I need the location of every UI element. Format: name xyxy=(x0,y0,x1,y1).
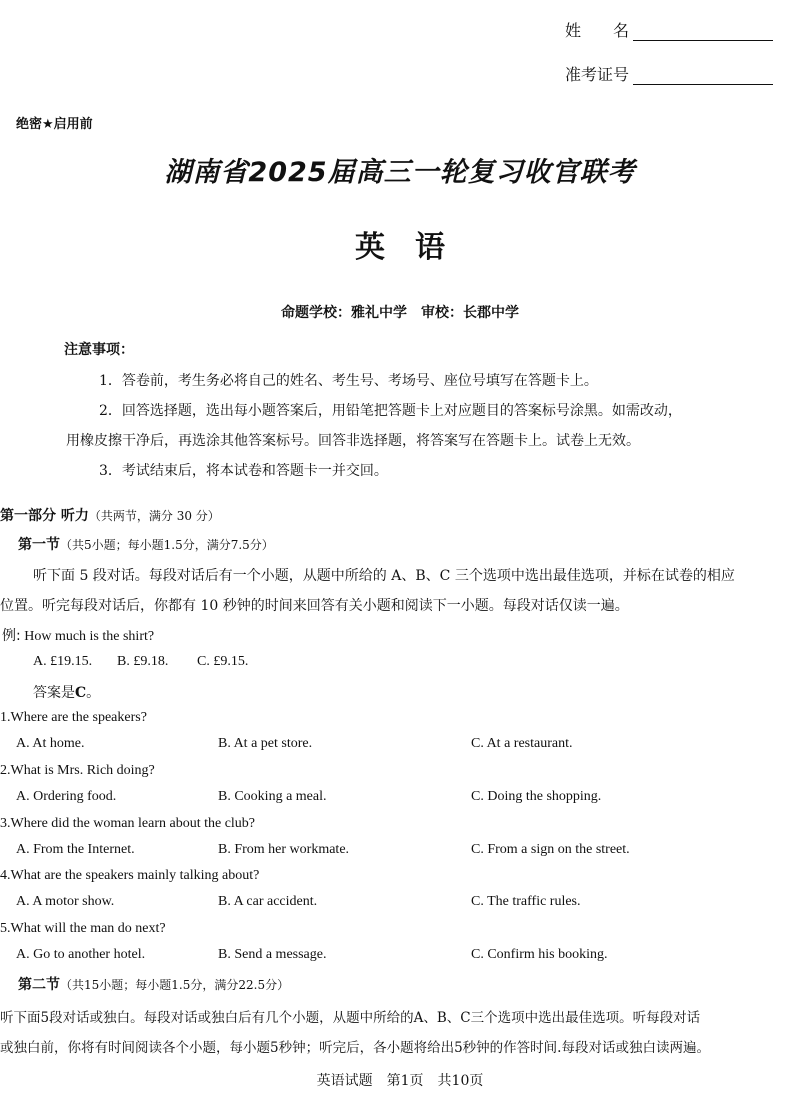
name-label: 姓 名 xyxy=(565,21,630,40)
example-label: 例: xyxy=(2,628,21,644)
example-question xyxy=(2,625,154,645)
question-4-option-b: B. A car accident. xyxy=(218,894,318,909)
question-5-option-a: A. Go to another hotel. xyxy=(16,947,146,962)
section2-line-1: 听下面5段对话或独白。每段对话或独白后有几个小题，从题中所给的A、B、C三个选项中选出最佳选项。听每段对话 xyxy=(0,1010,701,1026)
question-5-option-b: B. Send a message. xyxy=(218,947,327,962)
question-3-option-a: A. From the Internet. xyxy=(16,842,135,857)
question-stem: 2.What is Mrs. Rich doing? xyxy=(0,763,155,778)
section2-heading xyxy=(18,974,289,994)
example-answer-prefix: 答案是 xyxy=(33,685,75,701)
question-3-option-c: C. From a sign on the street. xyxy=(471,842,630,857)
section1-heading xyxy=(18,534,274,554)
ticket-label: 准考证号 xyxy=(565,65,630,84)
part1-heading xyxy=(0,505,220,525)
ticket-blank xyxy=(633,68,773,85)
notice-item-2-cont: 用橡皮擦干净后，再选涂其他答案标号。回答非选择题，将答案写在答题卡上。试卷上无效。 xyxy=(66,433,640,449)
question-1-option-a: A. At home. xyxy=(16,736,85,751)
part1-note: （共两节，满分 30 分） xyxy=(88,509,220,523)
section2-note: （共15小题；每小题1.5分，满分22.5分） xyxy=(60,978,290,992)
example-answer xyxy=(33,682,100,702)
question-1-option-c: C. At a restaurant. xyxy=(471,736,573,751)
question-stem: 5.What will the man do next? xyxy=(0,921,166,936)
name-blank xyxy=(633,24,773,41)
example-option-b: B. £9.18. xyxy=(117,654,169,669)
school-credit: 命题学校：雅礼中学 审校：长郡中学 xyxy=(281,305,519,321)
question-3-option-b: B. From her workmate. xyxy=(218,842,350,857)
question-2-option-b: B. Cooking a meal. xyxy=(218,789,327,804)
notice-item-3: 3．考试结束后，将本试卷和答题卡一并交回。 xyxy=(99,463,388,479)
question-1-option-b: B. At a pet store. xyxy=(218,736,313,751)
example-option-c: C. £9.15. xyxy=(197,654,249,669)
question-4-option-c: C. The traffic rules. xyxy=(471,894,581,909)
notice-heading: 注意事项： xyxy=(64,342,134,358)
section1-note: （共5小题；每小题1.5分，满分7.5分） xyxy=(60,538,274,552)
name-field xyxy=(565,18,773,41)
section2-line-2: 或独白前，你将有时间阅读各个小题，每小题5秒钟；听完后，各小题将给出5秒钟的作答时间.每段对话或独白读两遍。 xyxy=(0,1040,710,1056)
example-option-a: A. £19.15. xyxy=(33,654,93,669)
example-stem: How much is the shirt? xyxy=(24,629,155,644)
question-4-option-a: A. A motor show. xyxy=(16,894,115,909)
question-2-option-a: A. Ordering food. xyxy=(16,789,117,804)
subject-title: 英 语 xyxy=(355,230,445,265)
ticket-field xyxy=(565,62,773,85)
question-stem: 4.What are the speakers mainly talking about? xyxy=(0,868,260,883)
secret-mark: 绝密★启用前 xyxy=(16,117,93,132)
part1-title: 第一部分 听力 xyxy=(0,508,89,524)
instructions-line-2: 位置。听完每段对话后，你都有 10 秒钟的时间来回答有关小题和阅读下一小题。每段对话仅读一遍。 xyxy=(0,598,629,614)
notice-item-1: 1．答卷前，考生务必将自己的姓名、考生号、考场号、座位号填写在答题卡上。 xyxy=(99,373,598,389)
section1-title: 第一节 xyxy=(18,537,60,553)
question-stem: 3.Where did the woman learn about the club? xyxy=(0,816,256,831)
instructions-line-1: 听下面 5 段对话。每段对话后有一个小题，从题中所给的 A、B、C 三个选项中选出最佳选项，并标在试卷的相应 xyxy=(33,568,735,584)
example-answer-letter: C xyxy=(75,685,87,701)
question-2-option-c: C. Doing the shopping. xyxy=(471,789,602,804)
question-stem: 1.Where are the speakers? xyxy=(0,710,147,725)
page-footer: 英语试题 第1页 共10页 xyxy=(316,1073,484,1089)
question-5-option-c: C. Confirm his booking. xyxy=(471,947,608,962)
section2-title: 第二节 xyxy=(18,977,60,993)
example-answer-suffix: 。 xyxy=(86,685,101,701)
exam-title: 湖南省2025届高三一轮复习收官联考 xyxy=(164,157,636,188)
notice-item-2: 2．回答选择题，选出每小题答案后，用铅笔把答题卡上对应题目的答案标号涂黑。如需改动， xyxy=(99,403,682,419)
